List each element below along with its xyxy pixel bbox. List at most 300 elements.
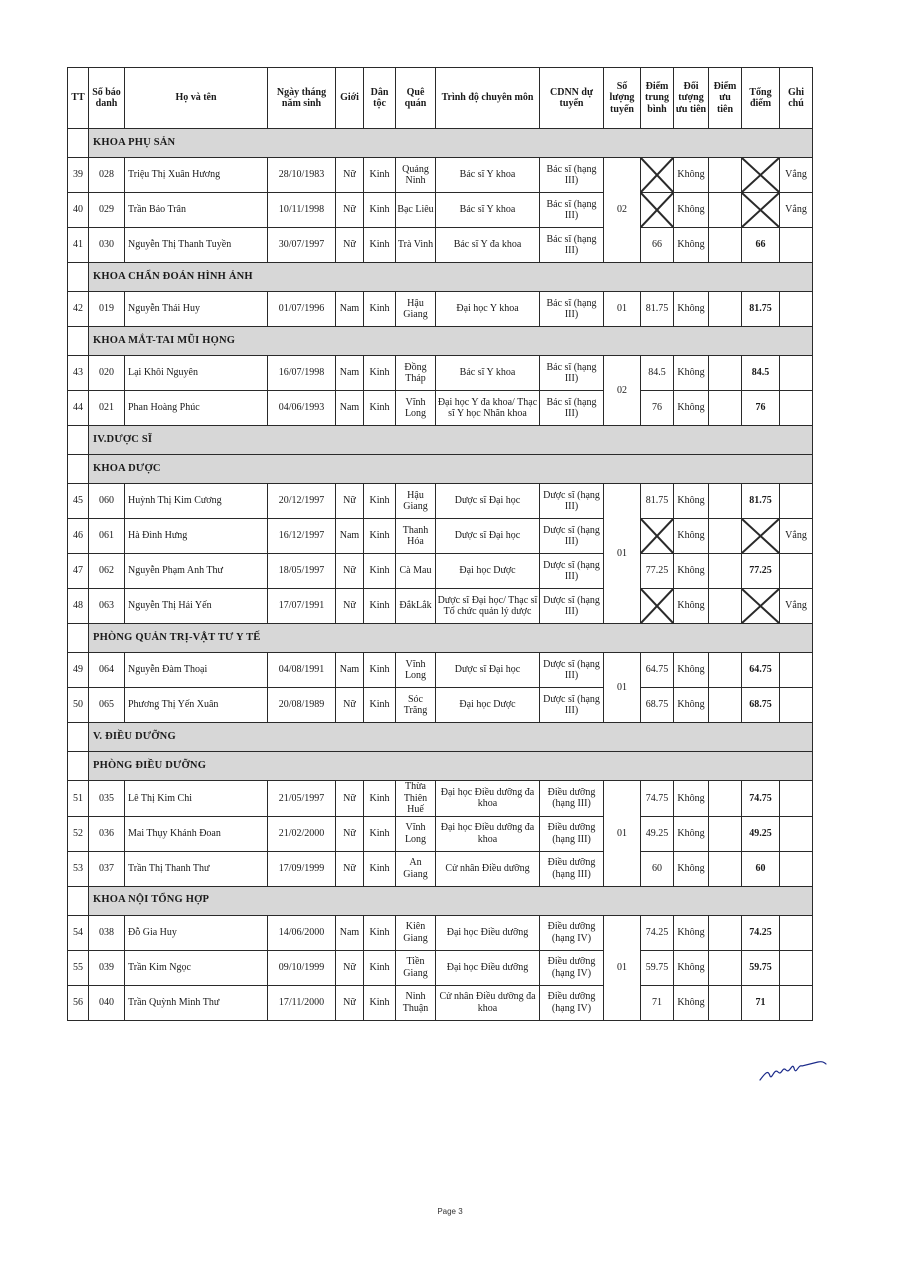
cell-avg-crossed (641, 589, 674, 624)
cell-tt: 43 (68, 356, 89, 391)
section-title: PHÒNG ĐIỀU DƯỠNG (89, 752, 813, 781)
header-prio-obj: Đối tượng ưu tiên (674, 68, 709, 129)
cell-sbd: 064 (89, 653, 125, 688)
cell-cdnn: Bác sĩ (hạng III) (540, 356, 604, 391)
cell-level: Dược sĩ Đại học (436, 484, 540, 519)
cell-sbd: 035 (89, 781, 125, 817)
cell-note (780, 781, 813, 817)
cell-dob: 30/07/1997 (268, 228, 336, 263)
cell-tt: 49 (68, 653, 89, 688)
cell-sbd: 065 (89, 688, 125, 723)
cell-note (780, 985, 813, 1020)
header-total: Tổng điểm (742, 68, 780, 129)
section-title: KHOA PHỤ SẢN (89, 129, 813, 158)
cell-sbd: 038 (89, 915, 125, 950)
cell-prio-obj: Không (674, 985, 709, 1020)
table-row (68, 519, 813, 554)
cell-ethnic: Kinh (364, 653, 396, 688)
cell-dob: 17/07/1991 (268, 589, 336, 624)
table-row (68, 193, 813, 228)
table-row (68, 356, 813, 391)
cell-gender: Nam (336, 915, 364, 950)
cell-prio-pts (709, 391, 742, 426)
cell-level: Bác sĩ Y khoa (436, 158, 540, 193)
cell-name: Nguyễn Thị Thanh Tuyền (125, 228, 268, 263)
cell-home: ĐắkLắk (396, 589, 436, 624)
section-title: V. ĐIỀU DƯỠNG (89, 723, 813, 752)
cell-prio-obj: Không (674, 653, 709, 688)
cell-dob: 10/11/1998 (268, 193, 336, 228)
cell-dob: 21/05/1997 (268, 781, 336, 817)
cell-note (780, 688, 813, 723)
cell-dob: 04/08/1991 (268, 653, 336, 688)
cell-level: Đại học Điều dưỡng đa khoa (436, 781, 540, 817)
cell-name: Trần Bảo Trân (125, 193, 268, 228)
cell-tt: 42 (68, 292, 89, 327)
cell-ethnic: Kinh (364, 158, 396, 193)
cell-prio-obj: Không (674, 228, 709, 263)
cell-avg: 49.25 (641, 816, 674, 851)
cell-sbd: 063 (89, 589, 125, 624)
cell-dob: 20/08/1989 (268, 688, 336, 723)
cell-total: 66 (742, 228, 780, 263)
cell-prio-pts (709, 688, 742, 723)
cell-dob: 09/10/1999 (268, 950, 336, 985)
cell-name: Mai Thụy Khánh Đoan (125, 816, 268, 851)
cell-total-crossed (742, 589, 780, 624)
cell-note (780, 554, 813, 589)
cell-note: Vắng (780, 589, 813, 624)
cell-cdnn: Điều dưỡng (hạng IV) (540, 915, 604, 950)
cell-sbd: 028 (89, 158, 125, 193)
cell-sbd: 029 (89, 193, 125, 228)
cell-home: Vĩnh Long (396, 391, 436, 426)
cell-tt: 53 (68, 851, 89, 886)
cell-note (780, 484, 813, 519)
cell-cdnn: Điều dưỡng (hạng III) (540, 851, 604, 886)
header-cdnn: CDNN dự tuyển (540, 68, 604, 129)
header-home: Quê quán (396, 68, 436, 129)
cell-name: Hà Đình Hưng (125, 519, 268, 554)
header-avg: Điểm trung bình (641, 68, 674, 129)
cell-ethnic: Kinh (364, 915, 396, 950)
cell-total: 74.75 (742, 781, 780, 817)
cell-avg: 68.75 (641, 688, 674, 723)
cell-prio-pts (709, 950, 742, 985)
table-row (68, 915, 813, 950)
cell-total: 49.25 (742, 816, 780, 851)
cell-name: Nguyễn Thái Huy (125, 292, 268, 327)
cell-name: Triệu Thị Xuân Hương (125, 158, 268, 193)
cell-home: Ninh Thuận (396, 985, 436, 1020)
cell-tt: 41 (68, 228, 89, 263)
cell-qty: 01 (604, 484, 641, 624)
cell-cdnn: Dược sĩ (hạng III) (540, 589, 604, 624)
cell-gender: Nữ (336, 816, 364, 851)
table-row (68, 985, 813, 1020)
cell-tt: 40 (68, 193, 89, 228)
cell-avg-crossed (641, 158, 674, 193)
cell-sbd: 030 (89, 228, 125, 263)
cell-cdnn: Dược sĩ (hạng III) (540, 653, 604, 688)
cell-prio-obj: Không (674, 915, 709, 950)
cell-home: Vĩnh Long (396, 816, 436, 851)
cell-ethnic: Kinh (364, 950, 396, 985)
section-tt-cell (68, 426, 89, 455)
section-row (68, 752, 813, 781)
cell-ethnic: Kinh (364, 519, 396, 554)
cell-dob: 20/12/1997 (268, 484, 336, 519)
cell-dob: 16/12/1997 (268, 519, 336, 554)
cell-prio-obj: Không (674, 158, 709, 193)
cell-prio-pts (709, 158, 742, 193)
cell-gender: Nam (336, 653, 364, 688)
section-row (68, 129, 813, 158)
cross-mark-icon (641, 519, 673, 553)
cell-level: Đại học Dược (436, 554, 540, 589)
cell-home: Đồng Tháp (396, 356, 436, 391)
cell-name: Đỗ Gia Huy (125, 915, 268, 950)
cell-gender: Nữ (336, 688, 364, 723)
table-row (68, 391, 813, 426)
section-row (68, 723, 813, 752)
cell-prio-pts (709, 356, 742, 391)
cell-level: Bác sĩ Y khoa (436, 193, 540, 228)
cell-qty: 01 (604, 292, 641, 327)
cell-ethnic: Kinh (364, 484, 396, 519)
cell-level: Dược sĩ Đại học (436, 653, 540, 688)
page-footer: Page 3 (437, 1207, 463, 1216)
section-row (68, 327, 813, 356)
cell-prio-pts (709, 816, 742, 851)
header-qty: Số lượng tuyển (604, 68, 641, 129)
cell-prio-obj: Không (674, 781, 709, 817)
cell-note (780, 851, 813, 886)
section-tt-cell (68, 886, 89, 915)
table-row (68, 292, 813, 327)
cell-sbd: 037 (89, 851, 125, 886)
cell-prio-obj: Không (674, 688, 709, 723)
cell-ethnic: Kinh (364, 589, 396, 624)
cell-tt: 52 (68, 816, 89, 851)
cell-total: 64.75 (742, 653, 780, 688)
header-level: Trình độ chuyên môn (436, 68, 540, 129)
cell-avg: 60 (641, 851, 674, 886)
cell-cdnn: Bác sĩ (hạng III) (540, 228, 604, 263)
cell-home: An Giang (396, 851, 436, 886)
table-row (68, 816, 813, 851)
section-row (68, 886, 813, 915)
cell-qty: 02 (604, 356, 641, 426)
cell-note (780, 915, 813, 950)
cell-tt: 45 (68, 484, 89, 519)
cell-note (780, 391, 813, 426)
cell-home: Tiền Giang (396, 950, 436, 985)
section-tt-cell (68, 455, 89, 484)
cross-mark-icon (742, 589, 779, 623)
table-row (68, 554, 813, 589)
cell-prio-obj: Không (674, 356, 709, 391)
cell-home: Kiên Giang (396, 915, 436, 950)
section-row (68, 455, 813, 484)
cell-name: Phương Thị Yến Xuân (125, 688, 268, 723)
cell-ethnic: Kinh (364, 816, 396, 851)
cell-prio-pts (709, 484, 742, 519)
cell-dob: 04/06/1993 (268, 391, 336, 426)
cell-total: 68.75 (742, 688, 780, 723)
cell-prio-pts (709, 781, 742, 817)
cell-dob: 16/07/1998 (268, 356, 336, 391)
header-ethnic: Dân tộc (364, 68, 396, 129)
cell-dob: 14/06/2000 (268, 915, 336, 950)
cell-prio-pts (709, 519, 742, 554)
cell-prio-obj: Không (674, 851, 709, 886)
cell-sbd: 019 (89, 292, 125, 327)
cell-note (780, 653, 813, 688)
section-title: IV.DƯỢC SĨ (89, 426, 813, 455)
cell-cdnn: Bác sĩ (hạng III) (540, 292, 604, 327)
cell-name: Trần Quỳnh Minh Thư (125, 985, 268, 1020)
cell-tt: 51 (68, 781, 89, 817)
cell-level: Đại học Y đa khoa/ Thạc sĩ Y học Nhãn khoa (436, 391, 540, 426)
cell-prio-obj: Không (674, 292, 709, 327)
cross-mark-icon (742, 158, 779, 192)
cell-gender: Nữ (336, 158, 364, 193)
cell-tt: 55 (68, 950, 89, 985)
cell-gender: Nữ (336, 554, 364, 589)
cell-total-crossed (742, 519, 780, 554)
cell-avg: 84.5 (641, 356, 674, 391)
cross-mark-icon (641, 589, 673, 623)
cell-level: Đại học Dược (436, 688, 540, 723)
cell-gender: Nam (336, 356, 364, 391)
cell-cdnn: Bác sĩ (hạng III) (540, 391, 604, 426)
table-row (68, 158, 813, 193)
cell-avg: 71 (641, 985, 674, 1020)
cell-tt: 39 (68, 158, 89, 193)
cell-total: 81.75 (742, 484, 780, 519)
cross-mark-icon (742, 519, 779, 553)
section-tt-cell (68, 752, 89, 781)
cell-avg: 77.25 (641, 554, 674, 589)
table-row (68, 688, 813, 723)
cell-prio-obj: Không (674, 391, 709, 426)
section-tt-cell (68, 723, 89, 752)
cell-ethnic: Kinh (364, 851, 396, 886)
cell-prio-obj: Không (674, 816, 709, 851)
section-tt-cell (68, 624, 89, 653)
cell-note (780, 950, 813, 985)
cell-cdnn: Điều dưỡng (hạng IV) (540, 985, 604, 1020)
cell-home: Vĩnh Long (396, 653, 436, 688)
section-title: KHOA CHẨN ĐOÁN HÌNH ẢNH (89, 263, 813, 292)
cell-sbd: 021 (89, 391, 125, 426)
table-row (68, 781, 813, 817)
cell-prio-pts (709, 554, 742, 589)
cell-sbd: 040 (89, 985, 125, 1020)
cell-ethnic: Kinh (364, 985, 396, 1020)
cell-sbd: 062 (89, 554, 125, 589)
cell-level: Đại học Điều dưỡng (436, 950, 540, 985)
cell-tt: 50 (68, 688, 89, 723)
cell-avg-crossed (641, 519, 674, 554)
cell-home: Bạc Liêu (396, 193, 436, 228)
cell-tt: 46 (68, 519, 89, 554)
cell-level: Đại học Điều dưỡng (436, 915, 540, 950)
cell-total: 59.75 (742, 950, 780, 985)
cell-ethnic: Kinh (364, 781, 396, 817)
cell-cdnn: Dược sĩ (hạng III) (540, 484, 604, 519)
cell-note (780, 292, 813, 327)
cell-qty: 01 (604, 781, 641, 887)
section-tt-cell (68, 129, 89, 158)
cell-prio-pts (709, 985, 742, 1020)
cell-name: Huỳnh Thị Kim Cương (125, 484, 268, 519)
cell-prio-obj: Không (674, 484, 709, 519)
cell-ethnic: Kinh (364, 228, 396, 263)
cell-tt: 54 (68, 915, 89, 950)
cell-prio-pts (709, 653, 742, 688)
table-row (68, 851, 813, 886)
cell-prio-pts (709, 589, 742, 624)
section-title: KHOA DƯỢC (89, 455, 813, 484)
cell-avg: 59.75 (641, 950, 674, 985)
cell-cdnn: Dược sĩ (hạng III) (540, 688, 604, 723)
cell-total: 77.25 (742, 554, 780, 589)
cell-dob: 28/10/1983 (268, 158, 336, 193)
cell-note (780, 356, 813, 391)
section-row (68, 263, 813, 292)
cell-sbd: 061 (89, 519, 125, 554)
cell-name: Phan Hoàng Phúc (125, 391, 268, 426)
cell-gender: Nam (336, 292, 364, 327)
header-note: Ghi chú (780, 68, 813, 129)
cell-prio-pts (709, 193, 742, 228)
cell-name: Lê Thị Kim Chi (125, 781, 268, 817)
cell-sbd: 060 (89, 484, 125, 519)
section-title: KHOA NỘI TỔNG HỢP (89, 886, 813, 915)
cell-dob: 17/09/1999 (268, 851, 336, 886)
cell-prio-obj: Không (674, 519, 709, 554)
table-row (68, 653, 813, 688)
cell-home: Cà Mau (396, 554, 436, 589)
cell-sbd: 036 (89, 816, 125, 851)
cell-qty: 01 (604, 653, 641, 723)
cell-avg: 74.25 (641, 915, 674, 950)
cell-level: Cử nhân Điều dưỡng đa khoa (436, 985, 540, 1020)
cell-level: Dược sĩ Đại học/ Thạc sĩ Tổ chức quản lý dược (436, 589, 540, 624)
cell-gender: Nữ (336, 985, 364, 1020)
cell-tt: 44 (68, 391, 89, 426)
cell-qty: 01 (604, 915, 641, 1020)
cell-gender: Nữ (336, 228, 364, 263)
cell-prio-obj: Không (674, 554, 709, 589)
cell-avg-crossed (641, 193, 674, 228)
cell-gender: Nam (336, 519, 364, 554)
cell-home: Hậu Giang (396, 484, 436, 519)
cell-prio-obj: Không (674, 589, 709, 624)
cell-dob: 17/11/2000 (268, 985, 336, 1020)
section-tt-cell (68, 327, 89, 356)
cell-sbd: 039 (89, 950, 125, 985)
cell-gender: Nữ (336, 193, 364, 228)
cross-mark-icon (641, 158, 673, 192)
cell-gender: Nữ (336, 589, 364, 624)
cell-gender: Nữ (336, 851, 364, 886)
cell-home: Hậu Giang (396, 292, 436, 327)
cell-tt: 56 (68, 985, 89, 1020)
cell-name: Lại Khôi Nguyên (125, 356, 268, 391)
cell-cdnn: Điều dưỡng (hạng IV) (540, 950, 604, 985)
cell-ethnic: Kinh (364, 356, 396, 391)
cross-mark-icon (742, 193, 779, 227)
cell-ethnic: Kinh (364, 292, 396, 327)
results-table (67, 67, 813, 1021)
table-row (68, 228, 813, 263)
cell-note (780, 816, 813, 851)
cell-gender: Nam (336, 391, 364, 426)
cell-name: Nguyễn Phạm Anh Thư (125, 554, 268, 589)
cell-gender: Nữ (336, 781, 364, 817)
table-row (68, 589, 813, 624)
header-sbd: Số báo danh (89, 68, 125, 129)
cell-dob: 21/02/2000 (268, 816, 336, 851)
cell-cdnn: Dược sĩ (hạng III) (540, 519, 604, 554)
cell-avg: 76 (641, 391, 674, 426)
header-row (68, 68, 813, 129)
cell-total: 74.25 (742, 915, 780, 950)
cell-cdnn: Bác sĩ (hạng III) (540, 158, 604, 193)
cell-avg: 64.75 (641, 653, 674, 688)
table-body (68, 129, 813, 1021)
section-title: PHÒNG QUẢN TRỊ-VẬT TƯ Y TẾ (89, 624, 813, 653)
cell-qty: 02 (604, 158, 641, 263)
cell-tt: 47 (68, 554, 89, 589)
cell-avg: 81.75 (641, 292, 674, 327)
cell-tt: 48 (68, 589, 89, 624)
table-row (68, 950, 813, 985)
header-name: Họ và tên (125, 68, 268, 129)
cross-mark-icon (641, 193, 673, 227)
cell-total-crossed (742, 193, 780, 228)
section-tt-cell (68, 263, 89, 292)
cell-gender: Nữ (336, 950, 364, 985)
section-title: KHOA MẮT-TAI MŨI HỌNG (89, 327, 813, 356)
header-prio-pts: Điểm ưu tiên (709, 68, 742, 129)
cell-total: 71 (742, 985, 780, 1020)
cell-cdnn: Điều dưỡng (hạng III) (540, 816, 604, 851)
header-gender: Giới (336, 68, 364, 129)
cell-level: Bác sĩ Y khoa (436, 356, 540, 391)
cell-note (780, 228, 813, 263)
header-dob: Ngày tháng năm sinh (268, 68, 336, 129)
cell-ethnic: Kinh (364, 688, 396, 723)
cell-total: 76 (742, 391, 780, 426)
cell-ethnic: Kinh (364, 193, 396, 228)
cell-total: 60 (742, 851, 780, 886)
cell-note: Vắng (780, 158, 813, 193)
cell-name: Trần Kim Ngọc (125, 950, 268, 985)
cell-note: Vắng (780, 519, 813, 554)
table-row (68, 484, 813, 519)
cell-ethnic: Kinh (364, 391, 396, 426)
cell-level: Đại học Điều dưỡng đa khoa (436, 816, 540, 851)
cell-prio-pts (709, 292, 742, 327)
cell-sbd: 020 (89, 356, 125, 391)
cell-level: Dược sĩ Đại học (436, 519, 540, 554)
cell-home: Sóc Trăng (396, 688, 436, 723)
cell-dob: 01/07/1996 (268, 292, 336, 327)
